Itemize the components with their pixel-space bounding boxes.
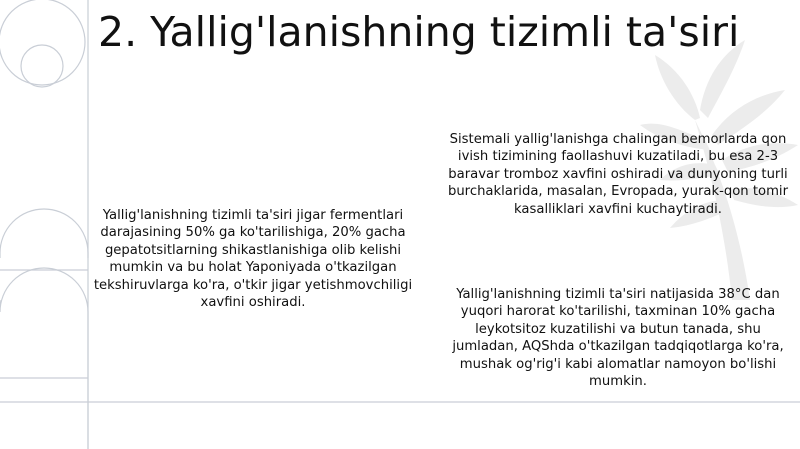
paragraph-right-top: Sistemali yallig'lanishga chalingan bemorlarda qon ivish tizimining faollashuvi kuzatiladi, bu esa 2-3 baravar tromboz xavfini oshiradi va dunyoning turli burchaklarida, masalan, Evropada, yurak-qon tomir kasalliklari xavfini kuchaytiradi. — [447, 132, 789, 217]
deco-circle-outer — [0, 0, 85, 85]
slide-title: 2. Yallig'lanishning tizimli ta'siri — [98, 8, 740, 56]
deco-arch-lower — [0, 268, 88, 449]
deco-arch-upper — [0, 209, 88, 258]
deco-circle-inner — [21, 45, 63, 87]
paragraph-right-bottom: Yallig'lanishning tizimli ta'siri natijasida 38°C dan yuqori harorat ko'tarilishi, taxminan 10% gacha leykotsitoz kuzatilishi va butun tanada, shu jumladan, AQShda o'tkazilgan tadqiqotlarga ko'ra, mushak og'rig'i kabi alomatlar namoyon bo'lishi mumkin. — [452, 287, 784, 390]
paragraph-left: Yallig'lanishning tizimli ta'siri jigar fermentlari darajasining 50% ga ko'tarilishiga, 20% gacha gepatotsitlarning shikastlanishiga olib kelishi mumkin va bu holat Yaponiyada o'tkazilgan tekshiruvlarga ko'ra, o'tkir jigar yetishmovchiligi xavfini oshiradi. — [93, 208, 413, 311]
